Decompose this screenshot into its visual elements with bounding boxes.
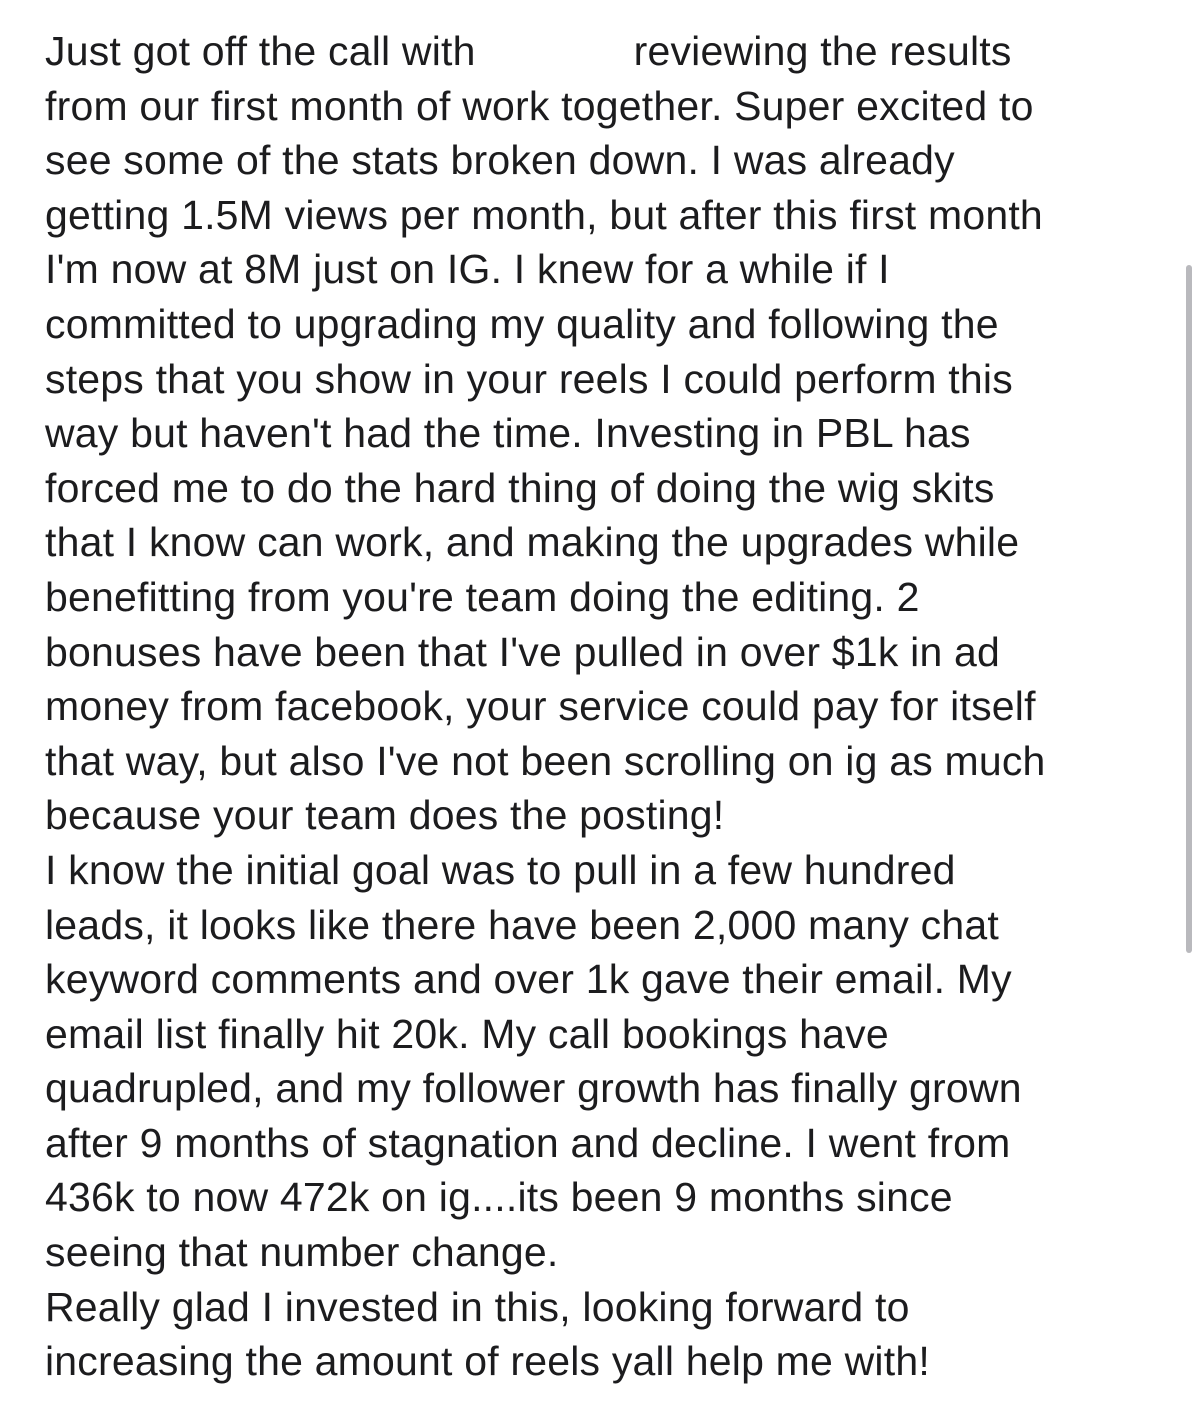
message-line-1-start: Just got off the call with xyxy=(45,28,476,74)
message-line-10: that I know can work, and making the upgrades while xyxy=(45,519,1020,566)
message-line-3: see some of the stats broken down. I was already xyxy=(45,137,955,184)
message-line-7: steps that you show in your reels I could perform this xyxy=(45,355,1013,402)
message-line-22: 436k to now 472k on ig....its been 9 months since xyxy=(45,1174,953,1221)
message-line-1 xyxy=(45,24,1165,79)
message-line-5: I'm now at 8M just on IG. I knew for a while if I xyxy=(45,246,890,293)
message-line-23: seeing that number change. xyxy=(45,1229,559,1276)
message-line-8: way but haven't had the time. Investing in PBL has xyxy=(45,410,971,457)
message-line-21: after 9 months of stagnation and decline. I went from xyxy=(45,1119,1011,1166)
message-line-1-end: reviewing the results xyxy=(633,28,1012,74)
message-line-16: I know the initial goal was to pull in a few hundred xyxy=(45,846,956,893)
message-line-2: from our first month of work together. Super excited to xyxy=(45,82,1034,129)
message-line-11: benefitting from you're team doing the editing. 2 xyxy=(45,573,920,620)
message-line-12: bonuses have been that I've pulled in over $1k in ad xyxy=(45,628,1001,675)
message-line-20: quadrupled, and my follower growth has finally grown xyxy=(45,1065,1022,1112)
message-line-15: because your team does the posting! xyxy=(45,792,725,839)
message-line-24: Really glad I invested in this, looking forward to xyxy=(45,1283,910,1330)
message-line-14: that way, but also I've not been scrolling on ig as much xyxy=(45,737,1046,784)
message-line-18: keyword comments and over 1k gave their email. My xyxy=(45,956,1012,1003)
message-text xyxy=(45,24,1165,1389)
message-line-13: money from facebook, your service could pay for itself xyxy=(45,683,1036,730)
redacted-name xyxy=(490,31,622,71)
message-line-4: getting 1.5M views per month, but after this first month xyxy=(45,191,1043,238)
message-line-6: committed to upgrading my quality and following the xyxy=(45,300,999,347)
message-line-25: increasing the amount of reels yall help me with! xyxy=(45,1338,930,1385)
message-line-17: leads, it looks like there have been 2,000 many chat xyxy=(45,901,999,948)
message-line-19: email list finally hit 20k. My call bookings have xyxy=(45,1010,889,1057)
message-line-9: forced me to do the hard thing of doing the wig skits xyxy=(45,464,995,511)
vertical-scrollbar[interactable] xyxy=(1186,265,1192,953)
